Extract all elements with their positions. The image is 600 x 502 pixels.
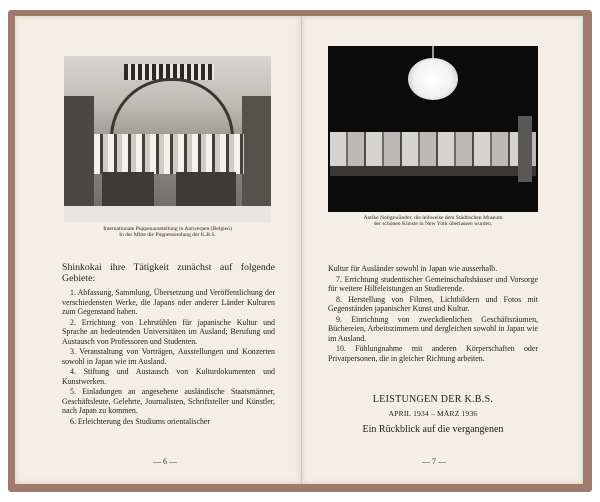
list-item: Kultur für Ausländer sowohl in Japan wie ausserhalb. <box>328 264 498 273</box>
list-item: 10. Fühlungnahme mit anderen Körperschaften oder Privatpersonen, die in gleicher Richtung arbeiten. <box>328 344 538 363</box>
screens-photo <box>328 46 538 212</box>
section-heading: LEISTUNGEN DER K.B.S. <box>372 394 494 405</box>
list-item: 5. Einladungen an angesehene ausländische Staatsmänner, Geschäftsleute, Gelehrte, Journalisten, Schriftsteller und Künstler, nach Japan zu kommen. <box>62 387 275 416</box>
caption-line-1: Internationale Puppenausstellung in Antwerpen (Belgien) <box>103 226 232 232</box>
closing-line: Ein Rückblick auf die vergangenen <box>362 424 504 435</box>
photo-caption <box>322 215 544 228</box>
caption-line-1: Antike Nobgewänder, die leihweise dem Städtischen Museum <box>363 215 503 221</box>
list-item: 1. Abfassung, Sammlung, Übersetzung und Veröffentlichung der verschiedensten Werke, die Japans oder anderer Länder Kulturen zum Gegenstand haben. <box>62 288 275 317</box>
photo-caption <box>64 226 271 239</box>
left-page <box>15 16 302 484</box>
caption-line-2: In der Mitte die Puppensendung der K.B.S. <box>119 232 216 239</box>
page-number: — 7 — <box>422 457 446 466</box>
list-item: 4. Stiftung und Austausch von Kulturdokumenten und Kunstwerken. <box>62 367 275 386</box>
list-item: 9. Einrichtung von zweckdienlichen Geschäftsräumen, Büchereien, Arbeitszimmern und dergleichen sowohl in Japan wie im Ausland. <box>328 314 538 343</box>
section-subheading: APRIL 1934 – MÄRZ 1936 <box>388 409 478 418</box>
list-item: 2. Errichtung von Lehrstühlen für japanische Kultur und Sprache an bedeutenden Universitäten im Ausland; Berufung und Austausch von Professoren und Studenten. <box>62 317 275 346</box>
caption-line-2: der schönen Künste in New York überlassen wurden. <box>373 221 493 228</box>
exhibition-photo <box>64 56 271 222</box>
left-body-text <box>62 262 275 427</box>
right-body-text <box>328 264 538 364</box>
lead-paragraph: Shinkokai ihre Tätigkeit zunächst auf folgende Gebiete: <box>62 262 275 285</box>
page-number: — 6 — <box>153 457 177 466</box>
list-item: 3. Veranstaltung von Vorträgen, Ausstellungen und Konzerten sowohl in Japan wie im Ausland. <box>62 347 275 366</box>
list-item: 6. Erleichterung des Studiums orientalischer <box>70 416 211 426</box>
list-item: 8. Herstellung von Filmen, Lichtbildern und Fotos mit Gegenständen japanischer Kunst und Kultur. <box>328 294 538 313</box>
list-item: 7. Errichtung studentischer Gemeinschaftshäuser und Vorsorge für weitere Hilfeleistungen an Studierende. <box>328 274 538 293</box>
right-page <box>302 16 583 484</box>
